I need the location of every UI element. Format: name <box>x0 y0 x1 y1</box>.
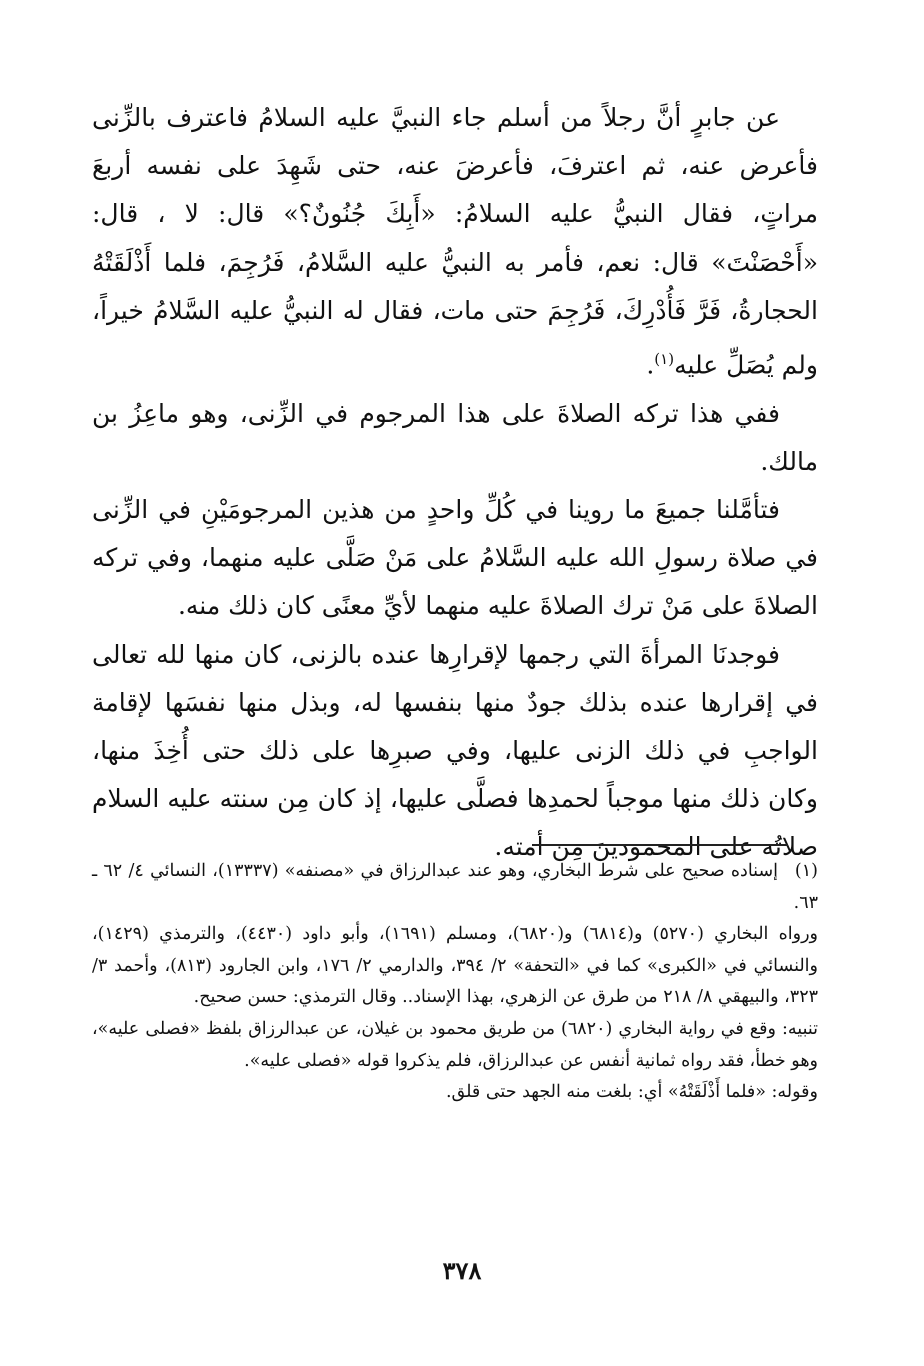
footnote-1 <box>92 856 818 919</box>
page-number: ٣٧٨ <box>442 1256 482 1285</box>
footnote-divider <box>532 844 788 846</box>
main-paragraph-1: عن جابرٍ أنَّ رجلاً من أسلم جاء النبيَّ عليه السلامُ فاعترف بالزِّنى فأعرض عنه، ثم اعترفَ، فأعرضَ عنه، حتى شَهِدَ على نفسه أربعَ مراتٍ، فقال النبيُّ عليه السلامُ: «أَبِكَ جُنُونٌ؟» قال: لا ، قال: «أَحْصَنْتَ» قال: نعم، فأمر به النبيُّ عليه السَّلامُ، فَرُجِمَ، فلما أَذْلَقَتْهُ الحجارةُ، فَرَّ فَأُدْرِكَ، فَرُجِمَ حتى مات، فقال له النبيُّ عليه السَّلامُ خيراً، ولم يُصَلِّ عليه$^{(١)}$. <box>92 103 818 380</box>
main-paragraph-3: فتأمَّلنا جميعَ ما روينا في كُلِّ واحدٍ من هذين المرجومَيْنِ في الزِّنى في صلاة رسولِ الله عليه السَّلامُ على مَنْ صَلَّى عليه منهما، وفي تركه الصلاةَ على مَنْ ترك الصلاةَ عليه منهما لأيِّ معنًى كان ذلك منه. <box>92 494 818 621</box>
footnotes <box>92 856 818 1109</box>
main-paragraph-4: فوجدنَا المرأةَ التي رجمها لإقرارِها عنده بالزنى، كان منها لله تعالى في إقرارها عنده بذلك جودٌ منها بنفسها له، وبذل منها نفسَها لإقامة الواجبِ في ذلك الزنى عليها، وفي صبرِها على ذلك حتى أُخِذَ منها، وكان ذلك منها موجباً لحمدِها فصلَّى عليها، إذ كان مِن سنته عليه السلام صلاتُه على المحمودينَ مِن أمته. <box>92 639 818 862</box>
footnote-number: (١) <box>794 861 818 881</box>
footnote-paragraph-3: تنبيه: وقع في رواية البخاري (٦٨٢٠) من طريق محمود بن غيلان، عن عبدالرزاق بلفظ «فصلى عليه»، وهو خطأ، فقد رواه ثمانية أنفس عن عبدالرزاق، فلم يذكروا قوله «فصلى عليه». <box>92 1018 818 1071</box>
footnote-paragraph-2: ورواه البخاري (٥٢٧٠) و(٦٨١٤) و(٦٨٢٠)، ومسلم (١٦٩١)، وأبو داود (٤٤٣٠)، والترمذي (١٤٢٩)، والنسائي في «الكبرى» كما في «التحفة» ٢/ ٣٩٤، والدارمي ٢/ ١٧٦، وابن الجارود (٨١٣)، وأحمد ٣/ ٣٢٣، والبيهقي ٨/ ٢١٨ من طرق عن الزهري، بهذا الإسناد.. وقال الترمذي: حسن صحيح. <box>92 924 818 1008</box>
footnote-1-text: إسناده صحيح على شرط البخاري، وهو عند عبدالرزاق في «مصنفه» (١٣٣٣٧)، النسائي ٤/ ٦٢ ـ ٦٣. <box>92 861 818 913</box>
footnote-reference: (١) <box>654 350 675 369</box>
footnote-paragraph-4: وقوله: «فلما أَذْلَقَتْهُ» أي: بلغت منه الجهد حتى قلق. <box>445 1082 818 1103</box>
main-paragraph-1-text: عن جابرٍ أنَّ رجلاً من أسلم جاء النبيَّ عليه السلامُ فاعترف بالزِّنى فأعرض عنه، ثم اعترفَ، فأعرضَ عنه، حتى شَهِدَ على نفسه أربعَ مراتٍ، فقال النبيُّ عليه السلامُ: «أَبِكَ جُنُونٌ؟» قال: لا ، قال: «أَحْصَنْتَ» قال: نعم، فأمر به النبيُّ عليه السَّلامُ، فَرُجِمَ، فلما أَذْلَقَتْهُ الحجارةُ، فَرَّ فَأُدْرِكَ، فَرُجِمَ حتى مات، فقال له النبيُّ عليه السَّلامُ خيراً، ولم يُصَلِّ عليه <box>92 103 818 380</box>
main-text <box>92 94 818 872</box>
main-paragraph-2: ففي هذا تركه الصلاةَ على هذا المرجوم في الزِّنى، وهو ماعِزُ بن مالك. <box>92 398 818 476</box>
